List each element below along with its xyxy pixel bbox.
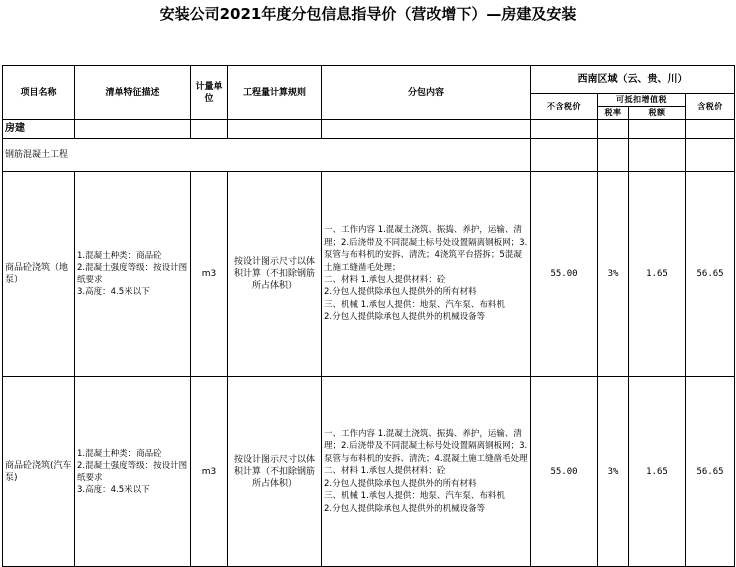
content-line: 一、工作内容 1.混凝土浇筑、振捣、养护，运输、清理；2.后浇带及不同混凝土标号处设置隔离钢板网；3.泵管与布料机的安拆、清洗；4浇筑平台搭拆；5混凝土施工缝凿毛处理； <box>324 225 528 273</box>
header-row-1 <box>3 66 735 94</box>
table-row <box>3 377 735 567</box>
price-ex-tax-cell: 55.00 <box>531 172 598 377</box>
feature-line: 3.高度：4.5米以下 <box>77 484 150 495</box>
unit-cell: m3 <box>191 172 228 377</box>
header-tax-amount: 税额 <box>629 107 686 120</box>
header-price-inc-tax: 含税价 <box>686 94 735 120</box>
unit-cell: m3 <box>191 377 228 567</box>
tax-rate-cell: 3% <box>598 172 629 377</box>
header-item-name: 项目名称 <box>3 66 75 120</box>
content-line: 一、工作内容 1.混凝土浇筑、振捣、养护，运输、清理；2.后浇带及不同混凝土标号处设置隔离钢板网；3.泵管与布料机的安拆、清洗；4.混凝土施工缝凿毛处理 <box>324 429 528 464</box>
content-line: 2.分包人提供除承包人提供外的机械设备等 <box>324 312 486 323</box>
price-table <box>2 30 735 567</box>
price-inc-tax-cell: 56.65 <box>686 172 735 377</box>
price-inc-tax-cell: 56.65 <box>686 377 735 567</box>
tax-amount-cell: 1.65 <box>629 377 686 567</box>
content-line: 2.分包人提供除承包人提供外的所有材料 <box>324 478 477 489</box>
content-line: 三、机械 1.承包人提供：地泵、汽车泵、布料机 <box>324 491 505 502</box>
feature-line: 2.混凝土强度等级：按设计图纸要求 <box>77 263 188 285</box>
content-line: 三、机械 1.承包人提供：地泵、汽车泵、布料机 <box>324 299 505 310</box>
content-cell <box>322 172 531 377</box>
tax-amount-cell: 1.65 <box>629 172 686 377</box>
content-line: 2.分包人提供除承包人提供外的所有材料 <box>324 287 477 298</box>
section-row <box>3 120 735 139</box>
header-feature: 清单特征描述 <box>75 66 191 120</box>
content-cell <box>322 377 531 567</box>
content-line: 2.分包人提供除承包人提供外的机械设备等 <box>324 503 486 514</box>
document-title: 安装公司2021年度分包信息指导价（营改增下）—房建及安装 <box>159 5 577 23</box>
header-rule: 工程量计算规则 <box>228 66 322 120</box>
rule-cell: 按设计图示尺寸以体积计算（不扣除钢筋所占体积） <box>228 172 322 377</box>
header-price-ex-tax: 不含税价 <box>531 94 598 120</box>
header-deductible-vat: 可抵扣增值税 <box>598 94 686 107</box>
feature-line: 3.高度：4.5米以下 <box>77 287 150 297</box>
header-unit: 计量单位 <box>191 66 228 120</box>
header-content: 分包内容 <box>322 66 531 120</box>
feature-line: 1.混凝土种类：商品砼 <box>77 251 162 261</box>
item-name-cell: 商品砼浇筑(汽车泵) <box>3 377 75 567</box>
header-tax-rate: 税率 <box>598 107 629 120</box>
table-row <box>3 172 735 377</box>
feature-line: 2.混凝土强度等级：按设计图纸要求 <box>77 460 188 483</box>
item-name-cell: 商品砼浇筑（地泵） <box>3 172 75 377</box>
subsection-row <box>3 139 735 172</box>
blank-row <box>3 30 735 66</box>
subsection-label: 钢筋混凝土工程 <box>3 139 531 172</box>
feature-cell <box>75 377 191 567</box>
feature-line: 1.混凝土种类：商品砼 <box>77 448 162 459</box>
price-ex-tax-cell: 55.00 <box>531 377 598 567</box>
feature-cell <box>75 172 191 377</box>
content-line: 二、材料 1.承包人提供材料：砼 <box>324 275 446 285</box>
content-line: 二、材料 1.承包人提供材料：砼 <box>324 466 446 477</box>
section-label: 房建 <box>3 120 75 139</box>
header-region: 西南区域（云、贵、川） <box>531 66 735 94</box>
rule-cell: 按设计图示尺寸以体积计算（不扣除钢筋所占体积） <box>228 377 322 567</box>
tax-rate-cell: 3% <box>598 377 629 567</box>
